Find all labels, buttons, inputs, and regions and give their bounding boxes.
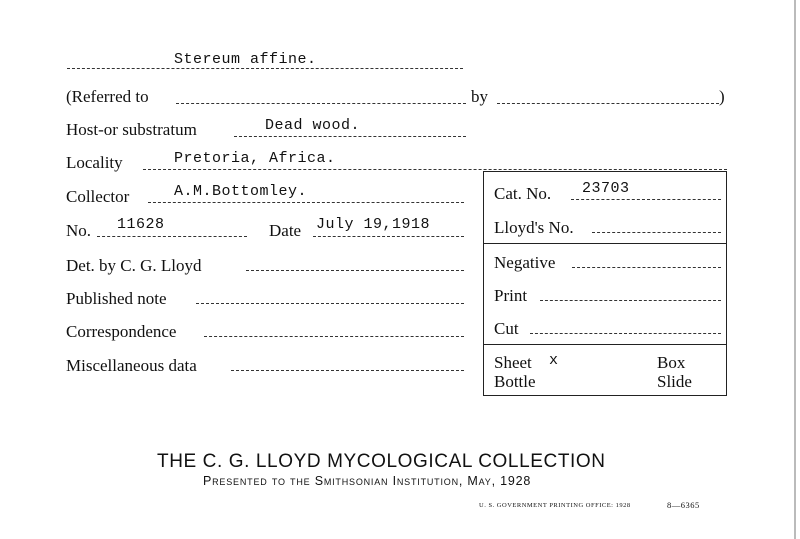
cat-no-line <box>571 199 721 200</box>
species-name: Stereum affine. <box>174 51 317 68</box>
collection-title: THE C. G. LLOYD MYCOLOGICAL COLLECTION <box>157 451 606 472</box>
host-line <box>234 136 466 137</box>
catalog-box-divider <box>483 243 727 244</box>
correspondence-line <box>204 336 464 337</box>
collection-subtitle: Presented to the Smithsonian Institution, May, 1928 <box>203 474 532 488</box>
card-edge <box>794 0 796 539</box>
printing-office-note: U. S. GOVERNMENT PRINTING OFFICE: 1928 <box>479 502 631 509</box>
host-value: Dead wood. <box>265 117 361 134</box>
cat-no-label: Cat. No. <box>494 184 552 203</box>
no-label: No. <box>66 221 92 240</box>
form-code: 8—6365 <box>667 500 700 510</box>
sheet-label: Sheet <box>494 353 532 372</box>
print-line <box>540 300 721 301</box>
det-by-line <box>246 270 464 271</box>
cut-line <box>530 333 721 334</box>
catalog-box-divider-lower <box>483 344 727 345</box>
negative-label: Negative <box>494 253 556 272</box>
sheet-mark: x <box>549 352 559 369</box>
species-line <box>67 68 463 69</box>
date-label: Date <box>269 221 302 240</box>
collector-line <box>148 202 464 203</box>
published-note-label: Published note <box>66 289 167 308</box>
negative-line <box>572 267 721 268</box>
date-line <box>313 236 464 237</box>
lloyds-no-label: Lloyd's No. <box>494 218 574 237</box>
collector-value: A.M.Bottomley. <box>174 183 308 200</box>
date-value: July 19,1918 <box>316 216 431 233</box>
correspondence-label: Correspondence <box>66 322 177 341</box>
bottle-label: Bottle <box>494 372 536 391</box>
det-by-label: Det. by C. G. Lloyd <box>66 256 202 275</box>
cut-label: Cut <box>494 319 519 338</box>
locality-line <box>143 169 727 170</box>
cat-no-value: 23703 <box>582 180 630 197</box>
no-value: 11628 <box>117 216 165 233</box>
slide-label: Slide <box>657 372 692 391</box>
miscellaneous-line <box>231 370 464 371</box>
referred-to-line <box>176 103 466 104</box>
collector-label: Collector <box>66 187 130 206</box>
box-label: Box <box>657 353 686 372</box>
close-paren: ) <box>719 87 725 106</box>
by-label: by <box>471 87 488 106</box>
locality-value: Pretoria, Africa. <box>174 150 336 167</box>
host-label: Host-or substratum <box>66 120 197 139</box>
print-label: Print <box>494 286 528 305</box>
no-line <box>97 236 247 237</box>
miscellaneous-label: Miscellaneous data <box>66 356 197 375</box>
locality-label: Locality <box>66 153 123 172</box>
by-line <box>497 103 719 104</box>
published-note-line <box>196 303 464 304</box>
referred-to-label: (Referred to <box>66 87 149 106</box>
lloyds-no-line <box>592 232 721 233</box>
